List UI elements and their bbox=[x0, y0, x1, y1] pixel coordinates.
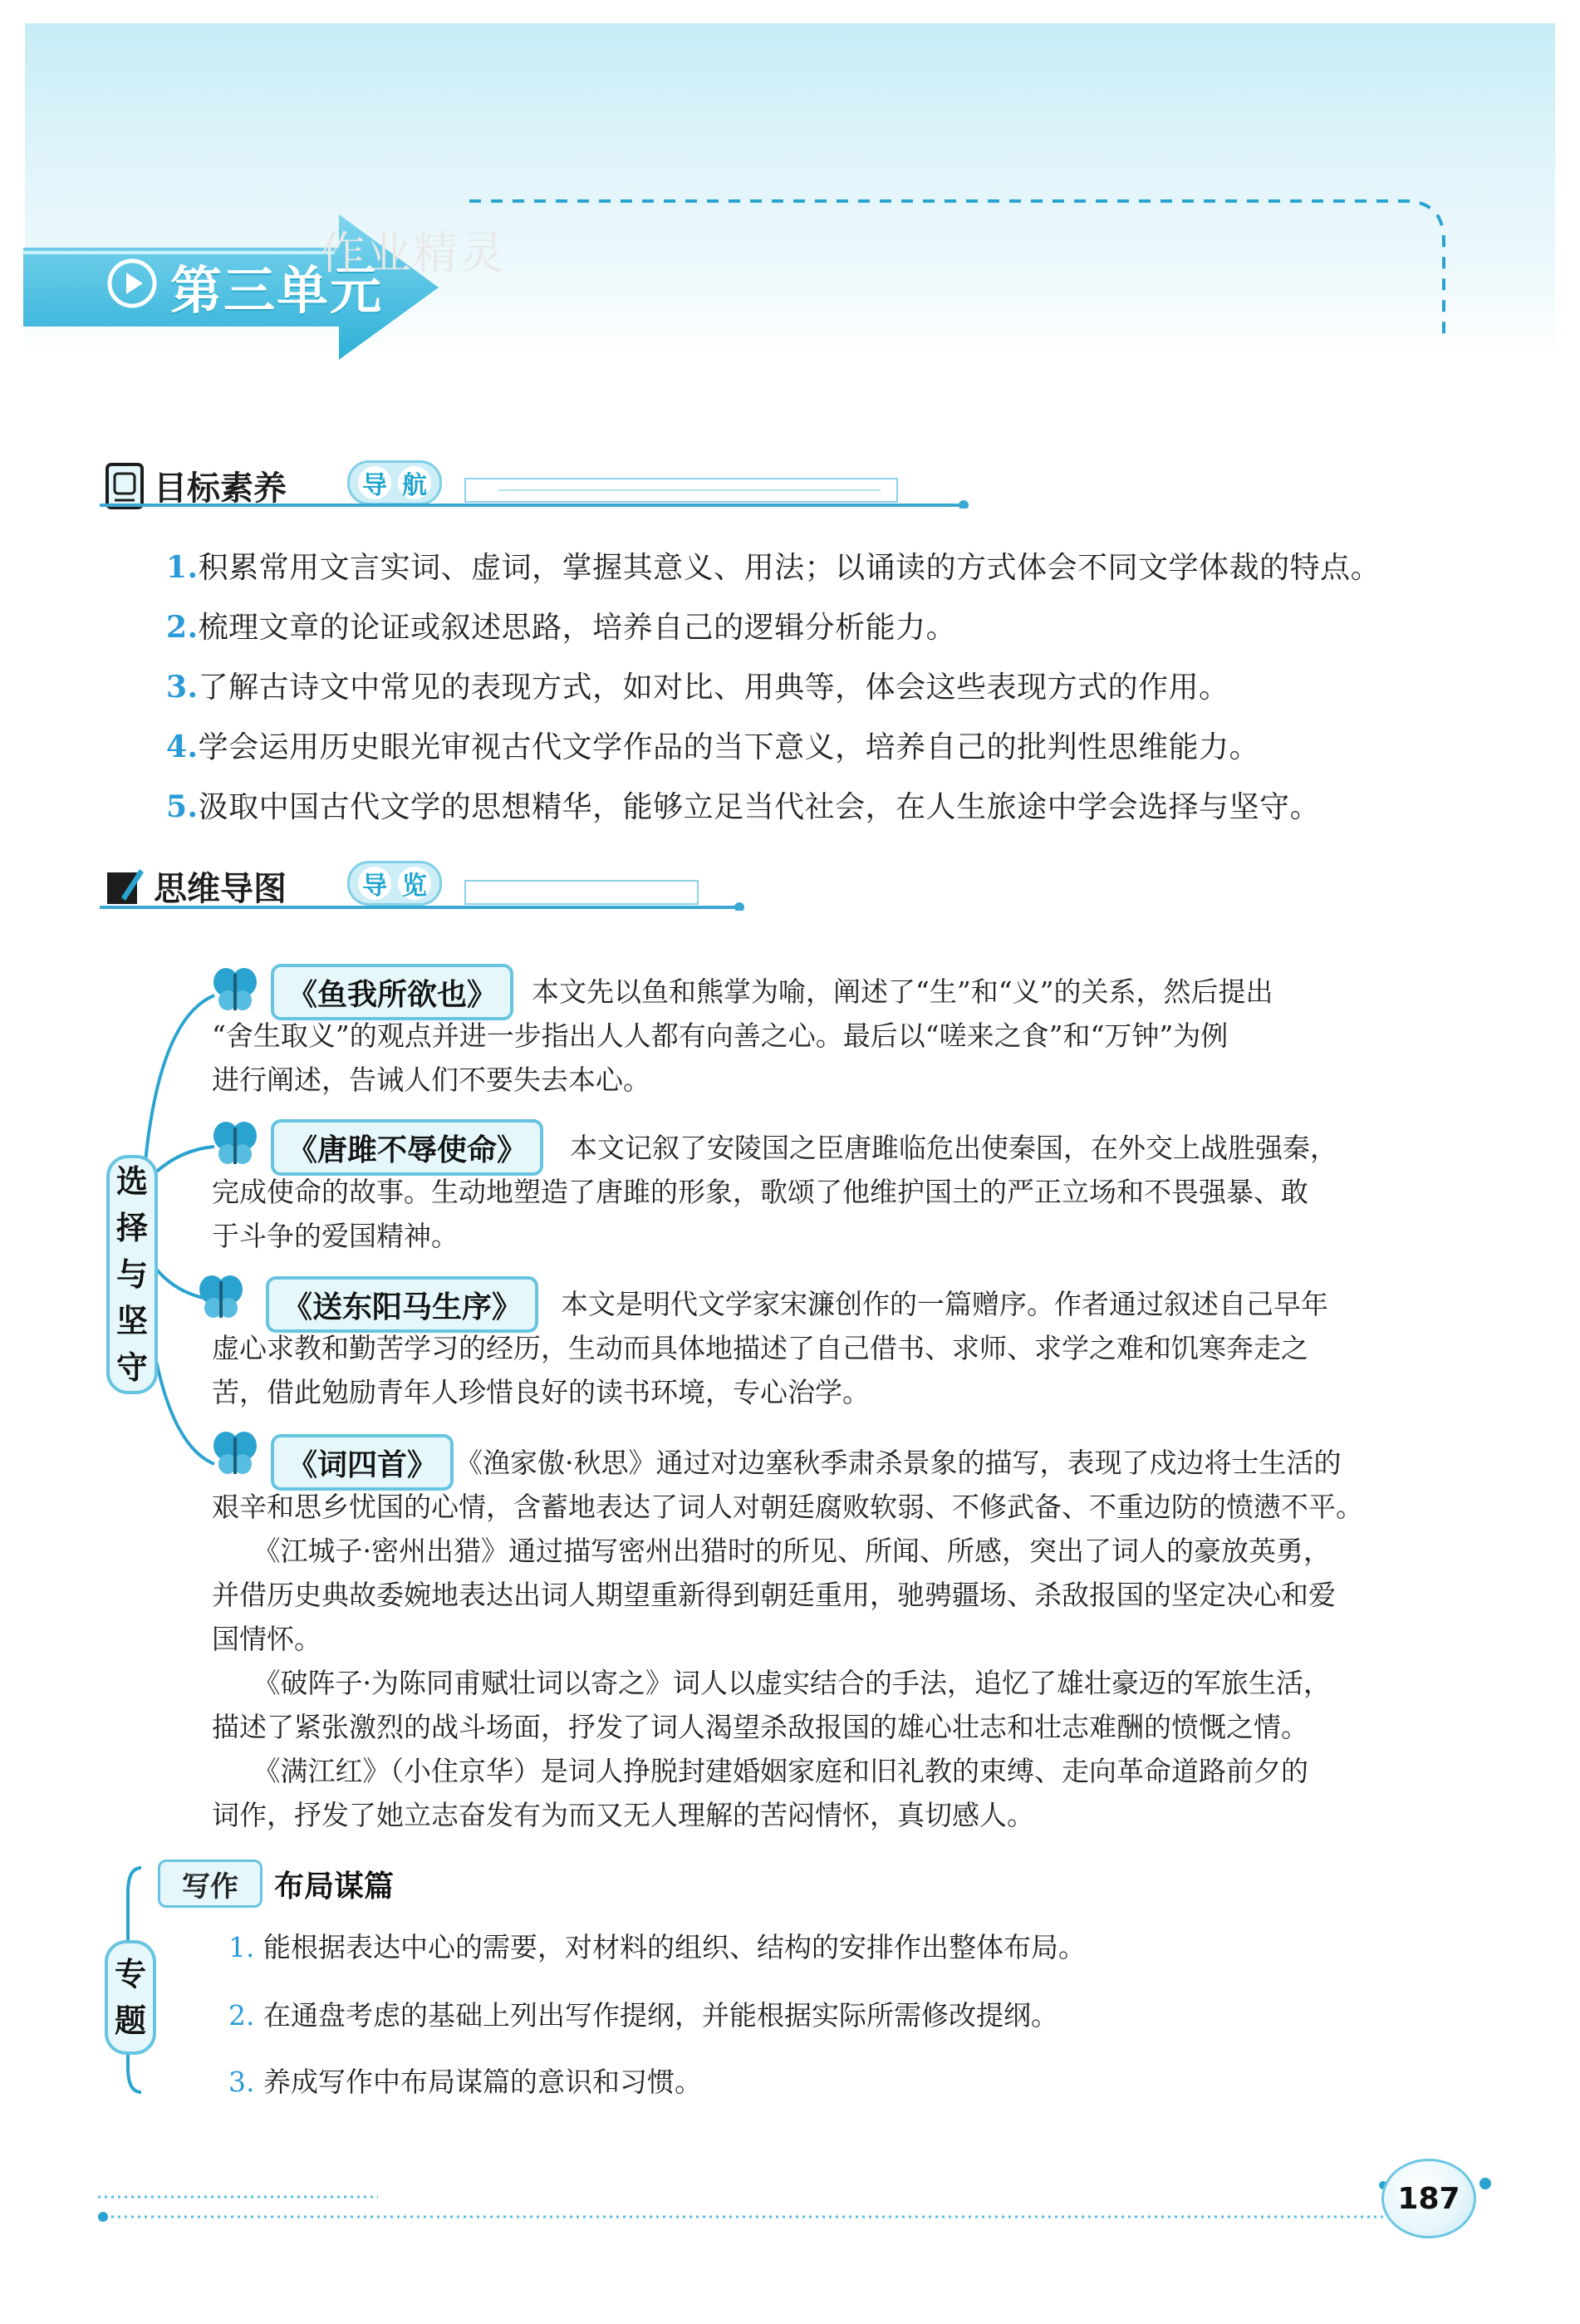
butterfly-icon bbox=[209, 1427, 261, 1479]
topic-label-char: 专 bbox=[114, 1956, 146, 1992]
goals-pill-char-2: 航 bbox=[398, 466, 431, 499]
goal-item-3 bbox=[166, 664, 1229, 706]
goal-item-5 bbox=[166, 784, 1320, 826]
side-label-char: 守 bbox=[115, 1349, 148, 1386]
entry-line: 完成使命的故事。生动地塑造了唐雎的形象，歌颂了他维护国土的严正立场和不畏强暴、敢 bbox=[212, 1176, 1308, 1208]
entry-line: 并借历史典故委婉地表达出词人期望重新得到朝廷重用，驰骋疆场、杀敌报国的坚定决心和爱 bbox=[212, 1579, 1336, 1611]
entry-line: 苦，借此勉励青年人珍惜良好的读书环境，专心治学。 bbox=[212, 1376, 870, 1408]
goals-pill-char-1: 导 bbox=[358, 466, 391, 499]
entry-line: 本文是明代文学家宋濂创作的一篇赠序。作者通过叙述自己早年 bbox=[561, 1288, 1328, 1320]
entry-line: 于斗争的爱国精神。 bbox=[212, 1220, 459, 1252]
goal-text: 积累常用文言实词、虚词，掌握其意义、用法；以诵读的方式体会不同文学体裁的特点。 bbox=[198, 551, 1381, 585]
topic-item-3 bbox=[228, 2061, 702, 2100]
writing-tag: 写作 bbox=[158, 1860, 263, 1908]
goal-num: 3. bbox=[166, 670, 199, 705]
goal-text: 梳理文章的论证或叙述思路，培养自己的逻辑分析能力。 bbox=[198, 611, 957, 645]
goal-text: 了解古诗文中常见的表现方式，如对比、用典等，体会这些表现方式的作用。 bbox=[198, 671, 1229, 705]
topic-label-char: 题 bbox=[114, 2002, 146, 2039]
topic-num: 2. bbox=[228, 1999, 255, 2032]
goal-num: 4. bbox=[166, 730, 199, 764]
side-label-char: 择 bbox=[115, 1210, 148, 1246]
mindmap-section-title: 思维导图 bbox=[154, 870, 287, 908]
goal-num: 1. bbox=[166, 550, 199, 585]
topic-num: 3. bbox=[228, 2066, 255, 2098]
entry-line: 本文记叙了安陵国之臣唐雎临危出使秦国，在外交上战胜强秦， bbox=[570, 1132, 1337, 1164]
writing-title: 布局谋篇 bbox=[274, 1870, 395, 1904]
topic-item-1 bbox=[228, 1926, 1086, 1965]
mindmap-pill-char-2: 览 bbox=[398, 867, 431, 900]
butterfly-icon bbox=[209, 964, 261, 1015]
side-label-char: 与 bbox=[115, 1256, 148, 1293]
entry-line: 《江城子·密州出猎》通过描写密州出猎时的所见、所闻、所感，突出了词人的豪放英勇， bbox=[212, 1535, 1331, 1567]
entry-line: 艰辛和思乡忧国的心情，含蓄地表达了词人对朝廷腐败软弱、不修武备、不重边防的愤懑不平。 bbox=[212, 1491, 1363, 1523]
entry-line: 《满江红》（小住京华）是词人挣脱封建婚姻家庭和旧礼教的束缚、走向革命道路前夕的 bbox=[212, 1755, 1308, 1787]
side-label-char: 坚 bbox=[115, 1303, 148, 1339]
goal-item-2 bbox=[166, 604, 956, 646]
goal-item-1 bbox=[166, 544, 1381, 587]
side-label-char: 选 bbox=[115, 1163, 148, 1200]
topic-num: 1. bbox=[228, 1931, 255, 1963]
topic-side-label bbox=[105, 1940, 156, 2055]
goal-text: 学会运用历史眼光审视古代文学作品的当下意义，培养自己的批判性思维能力。 bbox=[198, 730, 1260, 764]
butterfly-icon bbox=[195, 1271, 247, 1323]
goal-text: 汲取中国古代文学的思想精华，能够立足当代社会，在人生旅途中学会选择与坚守。 bbox=[198, 790, 1321, 824]
entry-line: 虚心求教和勤苦学习的经历，生动而具体地描述了自己借书、求师、求学之难和饥寒奔走之 bbox=[212, 1332, 1308, 1364]
topic-text: 能根据表达中心的需要，对材料的组织、结构的安排作出整体布局。 bbox=[263, 1931, 1086, 1963]
play-icon bbox=[106, 258, 158, 309]
entry-line: 进行阐述，告诫人们不要失去本心。 bbox=[212, 1064, 650, 1096]
goal-item-4 bbox=[166, 724, 1259, 766]
book-title-box: 《鱼我所欲也》 bbox=[271, 964, 513, 1020]
unit-title: 第三单元 bbox=[170, 260, 384, 321]
butterfly-icon bbox=[209, 1118, 261, 1169]
entry-line: 本文先以鱼和熊掌为喻，阐述了“生”和“义”的关系，然后提出 bbox=[532, 975, 1273, 1008]
topic-text: 在通盘考虑的基础上列出写作提纲，并能根据实际所需修改提纲。 bbox=[263, 1999, 1058, 2032]
goal-num: 5. bbox=[166, 789, 199, 824]
goal-num: 2. bbox=[166, 610, 199, 645]
book-title-box: 《词四首》 bbox=[271, 1434, 454, 1491]
topic-item-2 bbox=[228, 1994, 1058, 2033]
goals-underline bbox=[100, 475, 980, 509]
topic-text: 养成写作中布局谋篇的意识和习惯。 bbox=[263, 2066, 702, 2098]
entry-line: 描述了紧张激烈的战斗场面，抒发了词人渴望杀敌报国的雄心壮志和壮志难酬的愤慨之情。 bbox=[212, 1711, 1308, 1743]
mindmap-underline bbox=[100, 877, 756, 911]
entry-line: “舍生取义”的观点并进一步指出人人都有向善之心。最后以“嗟来之食”和“万钟”为例 bbox=[212, 1020, 1229, 1052]
book-title-box: 《唐雎不辱使命》 bbox=[271, 1119, 543, 1176]
book-title-box: 《送东阳马生序》 bbox=[266, 1276, 538, 1333]
entry-line: 词作，抒发了她立志奋发有为而又无人理解的苦闷情怀，真切感人。 bbox=[212, 1799, 1034, 1831]
watermark: 作业精灵 bbox=[320, 227, 506, 279]
mindmap-side-label bbox=[106, 1155, 158, 1394]
entry-line: 《渔家傲·秋思》通过对边塞秋季肃杀景象的描写，表现了戍边将士生活的 bbox=[455, 1447, 1342, 1479]
page-number: 187 bbox=[1381, 2159, 1476, 2238]
footer-dotted-lines bbox=[0, 2177, 1580, 2252]
entry-line: 《破阵子·为陈同甫赋壮词以寄之》词人以虚实结合的手法，追忆了雄壮豪迈的军旅生活， bbox=[212, 1667, 1331, 1699]
goals-section-title: 目标素养 bbox=[154, 469, 287, 508]
entry-line: 国情怀。 bbox=[212, 1623, 321, 1655]
mindmap-pill-char-1: 导 bbox=[358, 867, 391, 900]
